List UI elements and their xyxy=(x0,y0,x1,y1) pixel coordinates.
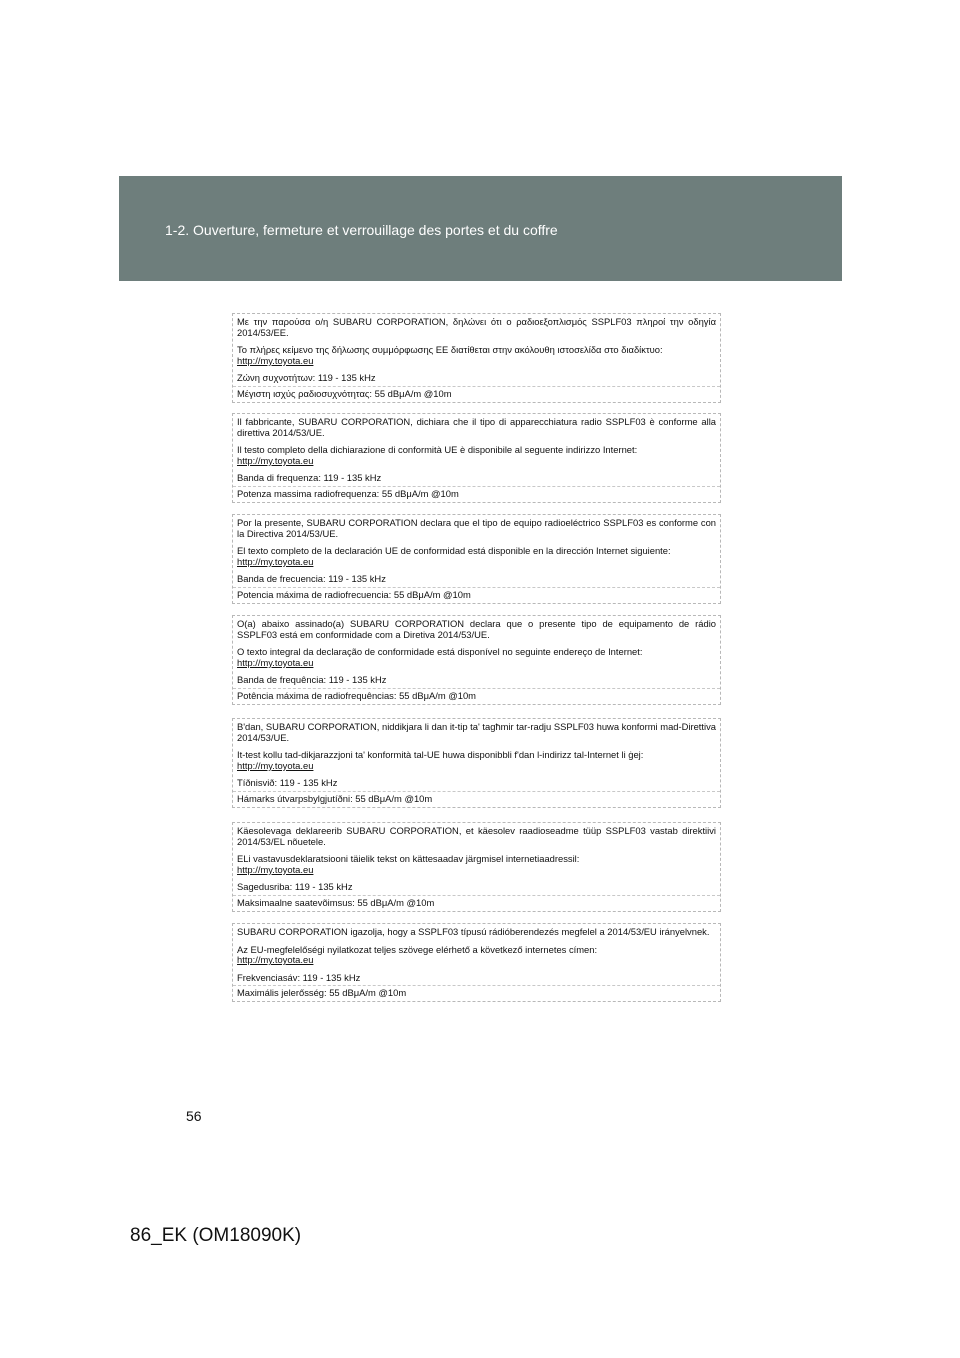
divider xyxy=(233,587,720,588)
declaration-text: O(a) abaixo assinado(a) SUBARU CORPORATION declara que o presente tipo de equipamento de rádio SSPLF03 está em conformidade com a Diretiva 2014/53/UE. xyxy=(237,618,716,640)
divider xyxy=(233,791,720,792)
availability-text: Il testo completo della dichiarazione di conformità UE è disponibile al seguente indirizzo Internet: xyxy=(237,444,638,456)
page-number: 56 xyxy=(186,1108,202,1124)
declaration-block-hungarian xyxy=(232,923,721,1002)
document-code: 86_EK (OM18090K) xyxy=(130,1225,302,1246)
declaration-text: Με την παρούσα ο/η SUBARU CORPORATION, δηλώνει ότι ο ραδιοεξοπλισμός SSPLF03 πληροί την οδηγία 2014/53/ΕΕ. xyxy=(237,316,716,338)
divider xyxy=(233,386,720,387)
max-power: Hámarks útvarpsbylgjutíðni: 55 dBμA/m @10m xyxy=(237,792,433,804)
frequency-band: Ζώνη συχνοτήτων: 119 - 135 kHz xyxy=(237,372,376,384)
declaration-link[interactable]: http://my.toyota.eu xyxy=(237,656,314,668)
availability-text: It-test kollu tad-dikjarazzjoni ta' konformità tal-UE huwa disponibbli f'dan l-indirizz tal-Internet li ġej: xyxy=(237,749,644,761)
max-power: Potência máxima de radiofrequências: 55 dBμA/m @10m xyxy=(237,689,476,701)
declaration-text: Käesolevaga deklareerib SUBARU CORPORATION, et käesolev raadioseadme tüüp SSPLF03 vastab direktiivi 2014/53/EL nõuetele. xyxy=(237,825,716,847)
declaration-text: Por la presente, SUBARU CORPORATION declara que el tipo de equipo radioeléctrico SSPLF03 es conforme con la Directiva 2014/53/UE. xyxy=(237,517,716,539)
declaration-text: B'dan, SUBARU CORPORATION, niddikjara li dan it-tip ta' tagħmir tar-radju SSPLF03 huwa konformi mad-Direttiva 2014/53/UE. xyxy=(237,721,716,743)
availability-text: ELi vastavusdeklaratsiooni täielik tekst on kättesaadav järgmisel internetiaadressil: xyxy=(237,853,580,865)
availability-text: Το πλήρες κείμενο της δήλωσης συμμόρφωσης ΕΕ διατίθεται στην ακόλουθη ιστοσελίδα στο διαδίκτυο: xyxy=(237,344,663,356)
frequency-band: Banda di frequenza: 119 - 135 kHz xyxy=(237,472,382,484)
declaration-block-estonian xyxy=(232,822,721,912)
max-power: Potencia máxima de radiofrecuencia: 55 dBμA/m @10m xyxy=(237,588,471,600)
frequency-band: Frekvenciasáv: 119 - 135 kHz xyxy=(237,971,361,983)
declaration-link[interactable]: http://my.toyota.eu xyxy=(237,555,314,567)
section-title: 1-2. Ouverture, fermeture et verrouillage des portes et du coffre xyxy=(165,222,558,238)
declaration-block-greek xyxy=(232,313,721,403)
declaration-block-maltese xyxy=(232,718,721,808)
divider xyxy=(233,895,720,896)
divider xyxy=(233,688,720,689)
max-power: Maksimaalne saatevõimsus: 55 dBμA/m @10m xyxy=(237,896,435,908)
declaration-text: Il fabbricante, SUBARU CORPORATION, dichiara che il tipo di apparecchiatura radio SSPLF03 è conforme alla direttiva 2014/53/UE. xyxy=(237,416,716,438)
frequency-band: Banda de frecuencia: 119 - 135 kHz xyxy=(237,573,386,585)
section-header xyxy=(119,176,842,281)
declaration-link[interactable]: http://my.toyota.eu xyxy=(237,954,314,966)
divider xyxy=(233,486,720,487)
max-power: Maximális jelerősség: 55 dBμA/m @10m xyxy=(237,987,407,999)
declaration-link[interactable]: http://my.toyota.eu xyxy=(237,354,314,366)
availability-text: O texto integral da declaração de conformidade está disponível no seguinte endereço de Internet: xyxy=(237,646,643,658)
declaration-link[interactable]: http://my.toyota.eu xyxy=(237,759,314,771)
max-power: Potenza massima radiofrequenza: 55 dBμA/m @10m xyxy=(237,487,459,499)
frequency-band: Tíðnisvið: 119 - 135 kHz xyxy=(237,777,338,789)
declaration-block-portuguese xyxy=(232,615,721,705)
availability-text: Az EU-megfelelőségi nyilatkozat teljes szövege elérhető a következő internetes címen: xyxy=(237,943,598,955)
declaration-link[interactable]: http://my.toyota.eu xyxy=(237,863,314,875)
availability-text: El texto completo de la declaración UE de conformidad está disponible en la dirección Internet siguiente: xyxy=(237,545,671,557)
divider xyxy=(233,985,720,986)
declaration-block-spanish xyxy=(232,514,721,604)
frequency-band: Banda de frequência: 119 - 135 kHz xyxy=(237,674,387,686)
declaration-link[interactable]: http://my.toyota.eu xyxy=(237,454,314,466)
declaration-block-italian xyxy=(232,413,721,503)
frequency-band: Sagedusriba: 119 - 135 kHz xyxy=(237,881,353,893)
max-power: Μέγιστη ισχύς ραδιοσυχνότητας: 55 dBμA/m @10m xyxy=(237,387,452,399)
declaration-text: SUBARU CORPORATION igazolja, hogy a SSPLF03 típusú rádióberendezés megfelel a 2014/53/EU irányelvnek. xyxy=(237,926,710,937)
